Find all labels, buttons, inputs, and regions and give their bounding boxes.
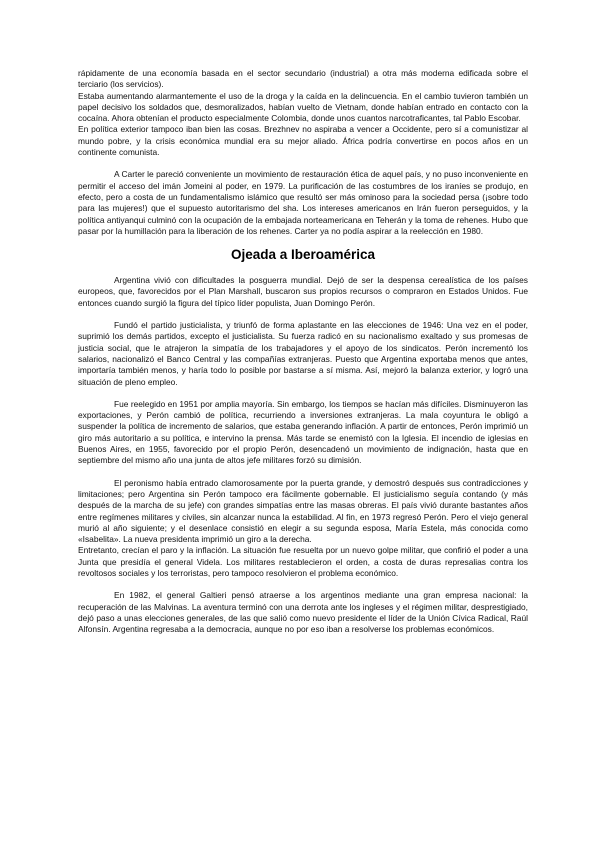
paragraph: Estaba aumentando alarmantemente el uso de la droga y la caída en la delincuencia. En el cambio tuvieron también un papel decisivo los soldados que, desmoralizados, habían vuelto de Vietnam, donde habían entrado en contacto con la cocaína. Ahora obtenían el producto especialmente Colombia, donde unos cuantos narcotraficantes, tal Pablo Escobar.: [78, 90, 528, 124]
paragraph: A Carter le pareció conveniente un movimiento de restauración ética de aquel país, y no puso inconveniente en permitir el acceso del imán Jomeini al poder, en 1979. La purificación de las costumbres de los iraníes se produjo, en efecto, pero a costa de un fundamentalismo islámico que resultó ser más ominoso para la sociedad persa (¡sobre todo para las mujeres!) que el supuesto autoritarismo del sha. Los intereses americanos en Irán fueron perseguidos, y la política antiyanqui culminó con la ocupación de la embajada norteamericana en Teherán y la toma de rehenes. Hubo que pasar por la humillación para la liberación de los rehenes. Carter ya no podía aspirar a la reelección en 1980.: [78, 169, 528, 236]
document-page: [78, 68, 528, 635]
section-title: Ojeada a Iberoamérica: [230, 247, 376, 263]
paragraph: En política exterior tampoco iban bien las cosas. Brezhnev no aspiraba a vencer a Occidente, pero sí a comunistizar al mundo pobre, y la crisis económica mundial era su mejor aliado. África podría convertirse en pocos años en un continente comunista.: [78, 124, 528, 158]
paragraph: En 1982, el general Galtieri pensó atraerse a los argentinos mediante una gran empresa nacional: la recuperación de las Malvinas. La aventura terminó con una derrota ante los ingleses y el régimen militar, desprestigiado, dejó paso a unas elecciones generales, de las que salió como nuevo presidente el líder de la Unión Cívica Radical, Raúl Alfonsín. Argentina regresaba a la democracia, aunque no por eso iban a resolverse los problemas económicos.: [78, 590, 528, 635]
paragraph: Argentina vivió con dificultades la posguerra mundial. Dejó de ser la despensa cerealística de los países europeos, que, favorecidos por el Plan Marshall, buscaron sus propios recursos o compraron en Estados Unidos. Fue entonces cuando surgió la figura del típico líder populista, Juan Domingo Perón.: [78, 275, 528, 308]
paragraph: Entretanto, crecían el paro y la inflación. La situación fue resuelta por un nuevo golpe militar, que confirió el poder a una Junta que presidía el general Videla. Los militares restablecieron el orden, a costa de duras represalias contra los revoltosos sociales y los terroristas, pero tampoco resolvieron el problema económico.: [78, 545, 528, 578]
paragraph: Fundó el partido justicialista, y triunfó de forma aplastante en las elecciones de 1946: Una vez en el poder, suprimió los demás partidos, excepto el justicialista. Su fuerza radicó en su nacionalismo exaltado y sus promesas de justicia social, que le atrajeron la simpatía de los trabajadores y el apoyo de los sindicatos. Perón incrementó los salarios, nacionalizó el Banco Central y las compañías extranjeras. Puesto que Argentina exportaba menos que antes, importaría también menos, y haría todo lo posible por bastarse a sí misma. Así, mejoró la balanza exterior, y logró una situación de pleno empleo.: [78, 320, 528, 387]
paragraph: Fue reelegido en 1951 por amplia mayoría. Sin embargo, los tiempos se hacían más difíciles. Disminuyeron las exportaciones, y Perón cambió de política, recurriendo a inversiones extranjeras. La mala coyuntura le obligó a suspender la política de incremento de salarios, que estaba generando inflación. A partir de entonces, Perón imprimió un giro más autoritario a su política, e intervino la prensa. Más tarde se enemistó con la Iglesia. El incendio de iglesias en Buenos Aires, en 1955, favorecido por el propio Perón, desencadenó un movimiento de indignación, hasta que en septiembre del mismo año una junta de altos jefe militares forzó su dimisión.: [78, 398, 528, 466]
paragraph: rápidamente de una economía basada en el sector secundario (industrial) a otra más moderna edificada sobre el terciario (los servicios).: [78, 68, 528, 90]
paragraph: El peronismo había entrado clamorosamente por la puerta grande, y demostró después sus contradicciones y limitaciones; pero Argentina sin Perón tampoco era fácilmente gobernable. El justicialismo seguía contando (y más después de la marcha de su jefe) con grandes simpatías entre las masas obreras. El país vivió durante bastantes años entre regímenes militares y civiles, sin alcanzar nunca la estabilidad. Al fin, en 1973 regresó Perón. Pero el viejo general murió al año siguiente; y el desenlace consistió en elegir a su segunda esposa, María Estela, más conocida como «Isabelita». La nueva presidenta imprimió un giro a la derecha.: [78, 477, 528, 545]
